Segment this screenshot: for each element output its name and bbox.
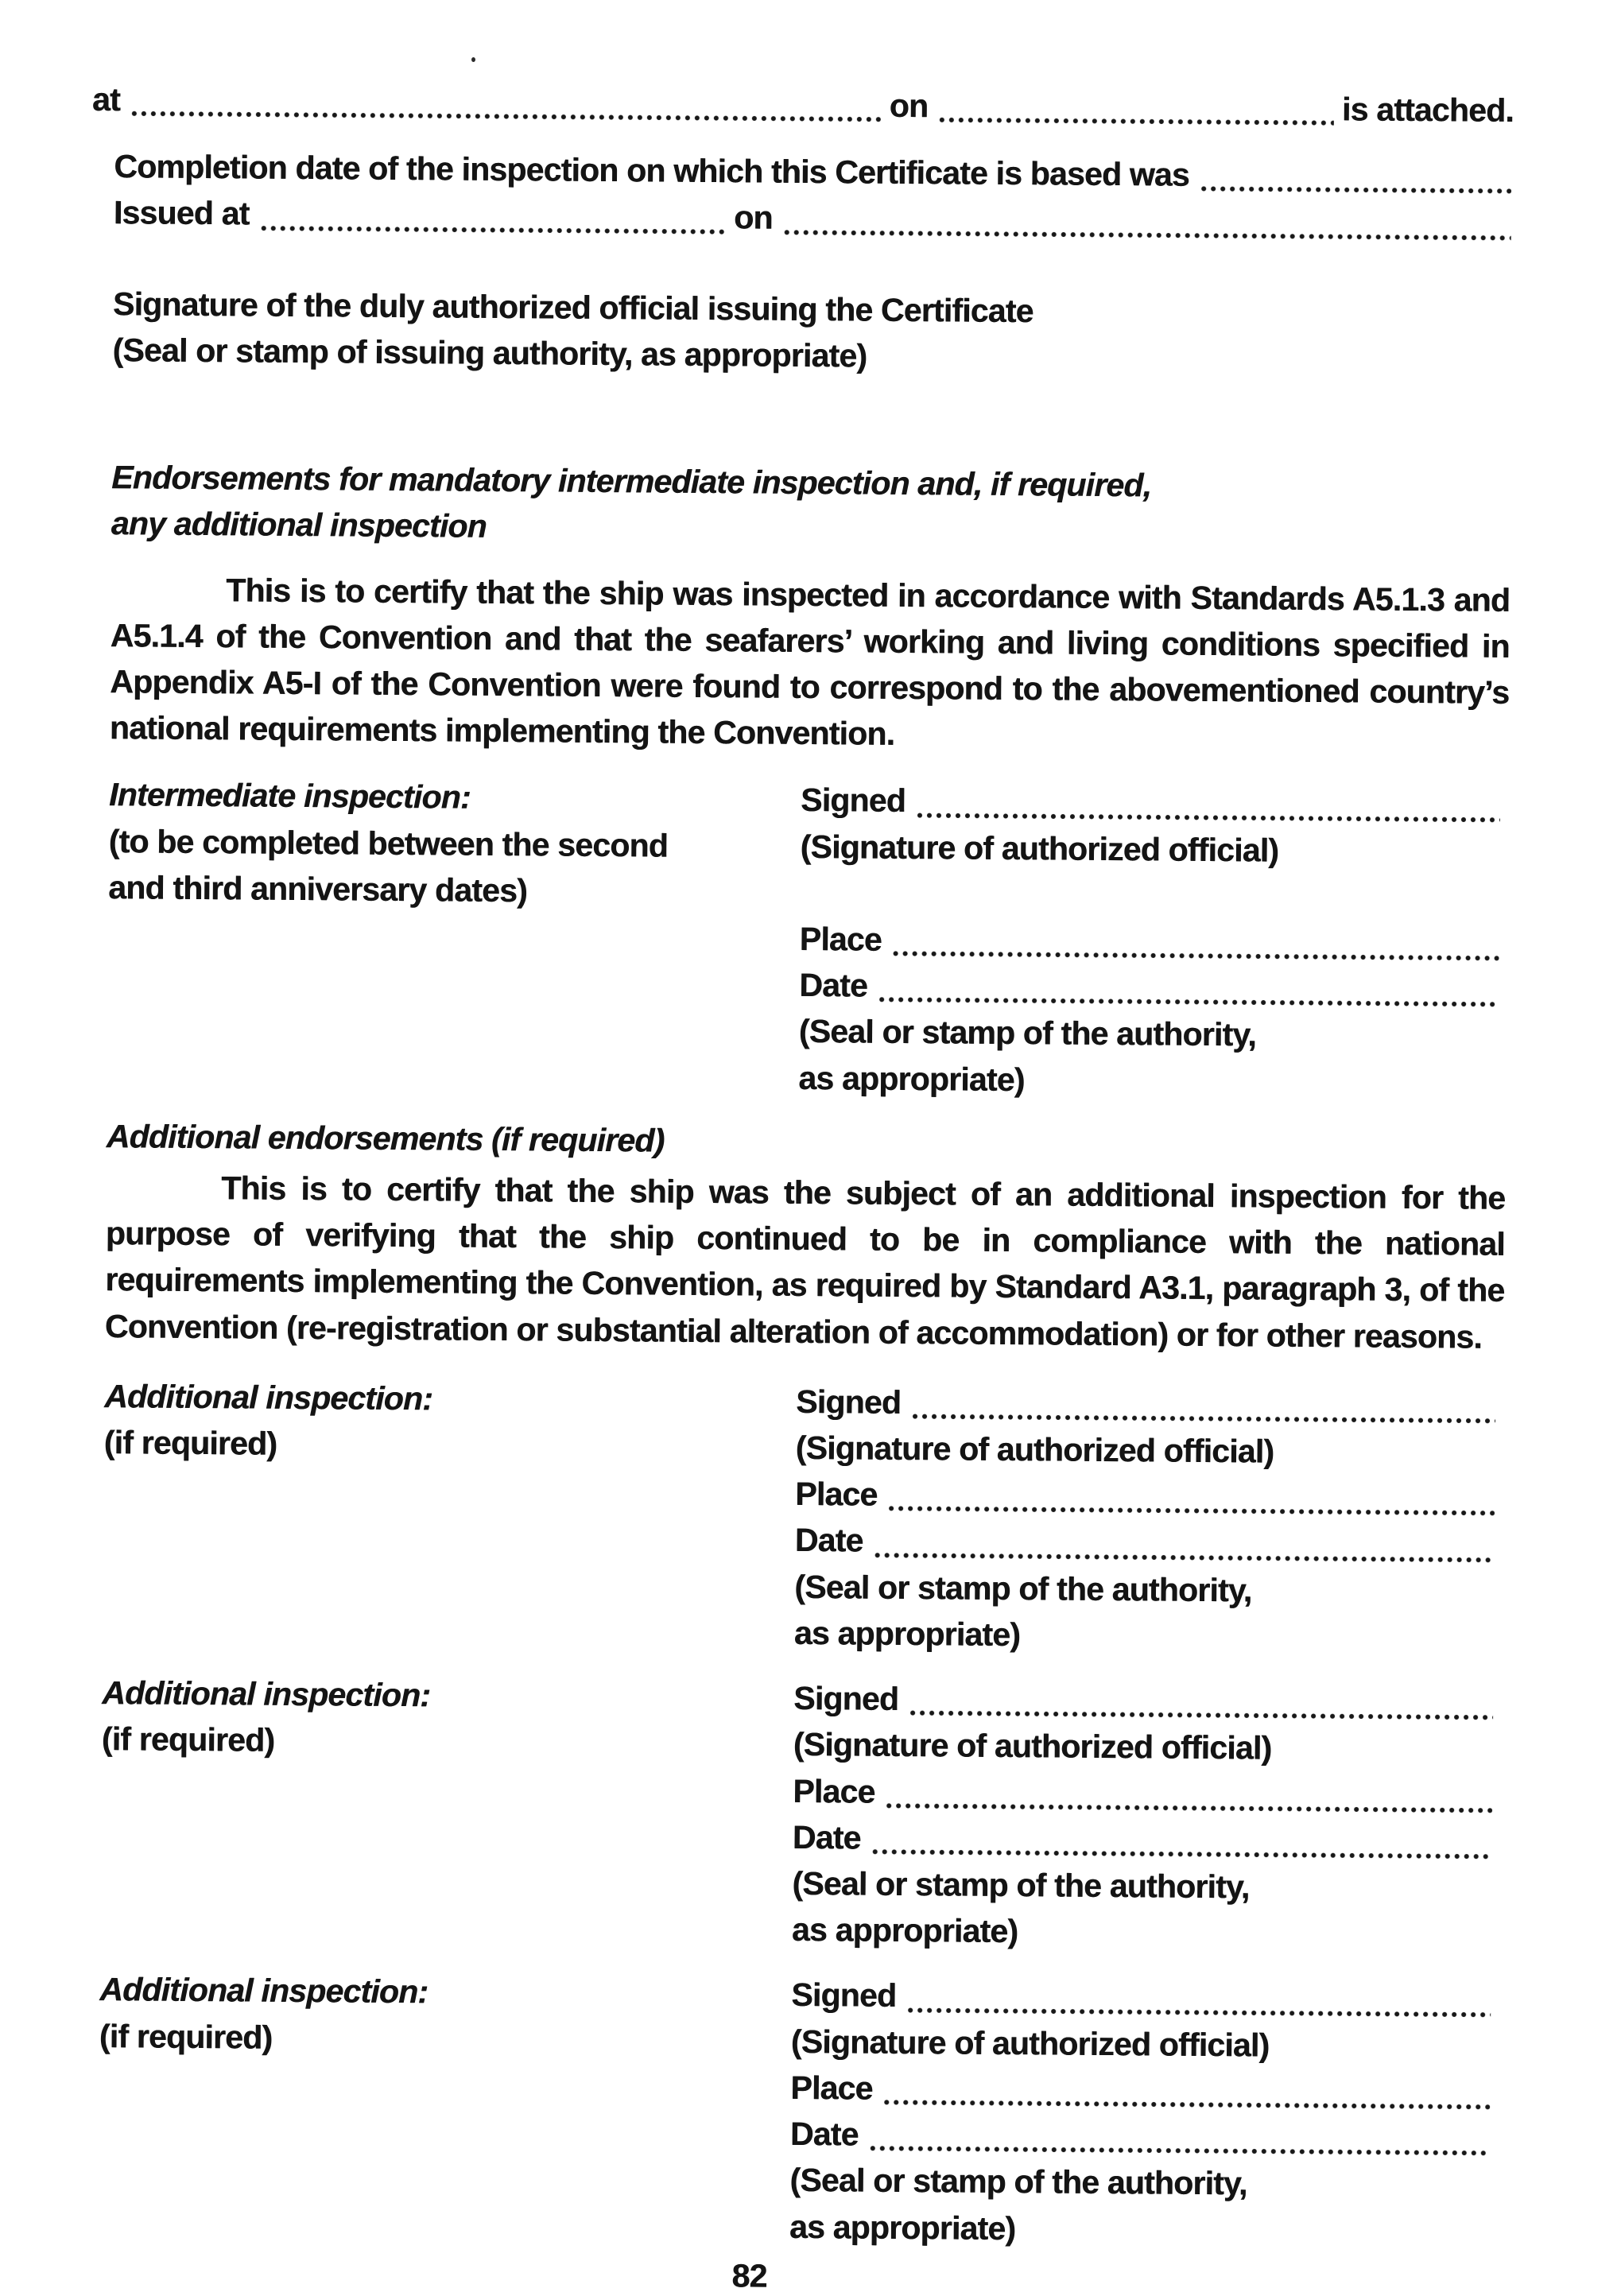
place-row	[800, 916, 1507, 968]
seal-note-line2: as appropriate)	[791, 1911, 1018, 1950]
place-label: Place	[799, 920, 882, 958]
place-fill-line	[883, 2098, 1490, 2112]
if-required-note: (if required)	[99, 2017, 273, 2056]
seal-note-line1: (Seal or stamp of the authority,	[792, 1864, 1250, 1906]
intermediate-signature-column	[798, 777, 1508, 1106]
signed-label: Signed	[796, 1383, 902, 1421]
seal-note-line1: (Seal or stamp of the authority,	[798, 1013, 1257, 1053]
additional-3-label-column	[98, 1967, 792, 2250]
seal-note-line2: as appropriate)	[798, 1059, 1025, 1098]
completion-date-fill-line	[1200, 184, 1512, 196]
date-fill-line	[874, 1550, 1494, 1564]
issued-at-label: Issued at	[113, 194, 250, 232]
additional-inspection-block-2	[100, 1670, 1502, 1958]
intermediate-certification-paragraph: This is to certify that the ship was inspected in accordance with Standards A5.1.3 and A5.1.4 of the Convention and that the seafarers’ working and living conditions specified in Appendix A5-I of the Convention were found to correspond to the abovementioned country’s national requirements implementing the Convention.	[109, 571, 1510, 753]
additional-inspection-block-1	[103, 1373, 1504, 1662]
date-label: Date	[794, 1522, 863, 1560]
seal-instruction: (Seal or stamp of issuing authority, as appropriate)	[112, 332, 867, 374]
is-attached-label: is attached.	[1341, 91, 1514, 129]
place-label: Place	[793, 1772, 875, 1810]
signed-fill-line	[912, 1412, 1495, 1425]
additional-3-signature-column	[789, 1972, 1499, 2255]
place-row	[790, 2065, 1498, 2116]
issued-place-fill-line	[260, 223, 726, 236]
signed-fill-line	[907, 2006, 1491, 2019]
signature-official-note: (Signature of authorized official)	[795, 1429, 1274, 1470]
endorsements-heading-line1: Endorsements for mandatory intermediate inspection and, if required,	[111, 459, 1152, 504]
date-label: Date	[792, 1818, 861, 1856]
issued-date-fill-line	[783, 227, 1510, 242]
seal-note-line1: (Seal or stamp of the authority,	[789, 2162, 1247, 2202]
attachment-line	[92, 76, 1514, 134]
additional-inspection-label: Additional inspection:	[99, 1971, 429, 2011]
intermediate-note-line1: (to be completed between the second	[108, 822, 669, 864]
on-label: on	[889, 87, 929, 125]
signed-fill-line	[917, 811, 1500, 824]
intermediate-label-column	[107, 772, 801, 1101]
date-row	[790, 2111, 1498, 2162]
signed-row	[801, 777, 1508, 828]
additional-2-signature-column	[792, 1675, 1502, 1958]
signature-official-note: (Signature of authorized official)	[800, 828, 1279, 869]
place-row	[793, 1767, 1500, 1819]
additional-endorsements-heading: Additional endorsements (if required)	[106, 1117, 665, 1159]
at-label: at	[91, 80, 121, 118]
page-number: 82	[731, 2257, 767, 2294]
date-row	[793, 1814, 1500, 1866]
additional-1-signature-column	[794, 1379, 1504, 1662]
intermediate-note-line2: and third anniversary dates)	[108, 868, 528, 909]
issued-line	[114, 190, 1513, 247]
signature-official-note: (Signature of authorized official)	[790, 2023, 1270, 2064]
date-label: Date	[799, 966, 868, 1004]
if-required-note: (if required)	[103, 1424, 277, 1462]
place-label: Place	[795, 1476, 878, 1513]
place-fill-line	[888, 1504, 1495, 1518]
completion-date-label: Completion date of the inspection on which this Certificate is based was	[114, 148, 1190, 193]
intermediate-inspection-label: Intermediate inspection:	[108, 776, 471, 816]
at-fill-line	[131, 110, 882, 124]
place-label: Place	[790, 2069, 873, 2107]
date-fill-line	[871, 1848, 1491, 1861]
endorsements-heading-line2: any additional inspection	[111, 505, 487, 545]
signature-instruction: Signature of the duly authorized official issuing the Certificate	[112, 285, 1033, 329]
date-row	[795, 1517, 1503, 1569]
additional-inspection-label: Additional inspection:	[102, 1674, 431, 1714]
signed-label: Signed	[791, 1976, 897, 2015]
blank-gap	[800, 870, 1507, 921]
date-label: Date	[789, 2115, 859, 2153]
additional-inspection-label: Additional inspection:	[104, 1377, 433, 1418]
signed-row	[791, 1972, 1499, 2023]
signed-label: Signed	[800, 781, 906, 820]
date-fill-line	[878, 995, 1499, 1009]
place-fill-line	[893, 949, 1499, 963]
place-fill-line	[886, 1802, 1492, 1815]
additional-2-label-column	[100, 1670, 794, 1953]
issued-on-label: on	[733, 199, 773, 237]
additional-inspection-block-3	[98, 1967, 1499, 2255]
signature-official-note: (Signature of authorized official)	[793, 1726, 1272, 1767]
signed-row	[796, 1379, 1503, 1430]
seal-note-line2: as appropriate)	[793, 1614, 1021, 1654]
signed-fill-line	[909, 1708, 1493, 1722]
on-fill-line	[939, 115, 1334, 127]
place-row	[795, 1471, 1503, 1522]
seal-note-line2: as appropriate)	[789, 2208, 1016, 2247]
seal-note-line1: (Seal or stamp of the authority,	[794, 1568, 1252, 1609]
additional-1-label-column	[103, 1373, 797, 1656]
if-required-note: (if required)	[101, 1720, 275, 1759]
date-row	[799, 962, 1507, 1014]
signed-row	[793, 1675, 1501, 1727]
additional-certification-paragraph: This is to certify that the ship was the subject of an additional inspection for the purpose of verifying that the ship continued to be in compliance with the national requirements implementing the Convention, as required by Standard A3.1, paragraph 3, of the Convention (re-registration or substantial alteration of accommodation) or for other reasons.	[104, 1169, 1506, 1355]
date-fill-line	[869, 2144, 1489, 2158]
intermediate-inspection-block	[107, 772, 1508, 1107]
signed-label: Signed	[793, 1680, 899, 1718]
